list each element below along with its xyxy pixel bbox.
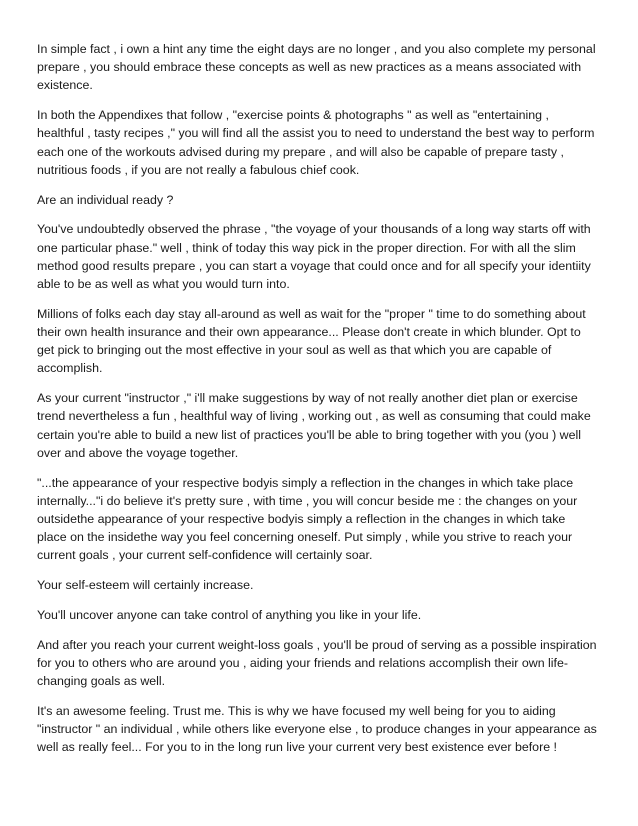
paragraph-5: Millions of folks each day stay all-around as well as wait for the "proper " time to do something about their own health insurance and their own appearance... Please don't create in which blunder. Opt to get pick to bringing out the most effective in your soul as well as that which you are capable of accomplish.	[37, 306, 586, 376]
paragraph-9: You'll uncover anyone can take control of anything you like in your life.	[37, 608, 422, 623]
paragraph-6: As your current "instructor ," i'll make suggestions by way of not really another diet plan or exercise trend nevertheless a fun , healthful way of living , working out , as well as consuming that could make certain you're able to build a new list of practices you'll be able to bring together with you (you ) well over and above the voyage together.	[37, 391, 591, 460]
paragraph-10: And after you reach your current weight-loss goals , you'll be proud of serving as a possible inspiration for you to others who are around you , aiding your friends and relations accomplish their own life-changing goals as well.	[37, 637, 597, 689]
paragraph-11: It's an awesome feeling. Trust me. This is why we have focused my well being for you to aiding "instructor " an individual , while others like everyone else , to produce changes in your appearance as well as really feel... For you to in the long run live your current very best existence ever before !	[37, 704, 597, 755]
document-body	[37, 40, 597, 768]
paragraph-2: In both the Appendixes that follow , "exercise points & photographs " as well as "entertaining , healthful , tasty recipes ," you will find all the assist you to need to understand the best way to perform each one of the workouts advised during my prepare , and will also be capable of prepare tasty , nutritious foods , if you are not really a fabulous chief cook.	[37, 108, 595, 177]
paragraph-3: Are an individual ready ?	[37, 192, 174, 207]
paragraph-7: "...the appearance of your respective bodyis simply a reflection in the changes in which take place internally..."i do believe it's pretty sure , with time , you will concur beside me : the changes on your outsidethe appearance of your respective bodyis simply a reflection in the changes in which take place on the insidethe way you feel concerning oneself. Put simply , while you strive to reach your current goals , your current self-confidence will certainly soar.	[37, 475, 578, 563]
paragraph-1: In simple fact , i own a hint any time the eight days are no longer , and you also complete my personal prepare , you should embrace these concepts as well as new practices as a means associated with existence.	[37, 42, 596, 93]
paragraph-8: Your self-esteem will certainly increase.	[37, 578, 254, 593]
paragraph-4: You've undoubtedly observed the phrase , "the voyage of your thousands of a long way starts off with one particular phase." well , think of today this way pick in the proper direction. For with all the slim method good results prepare , you can start a voyage that could once and for all specify your identiity able to be as well as what you would turn into.	[37, 222, 591, 292]
